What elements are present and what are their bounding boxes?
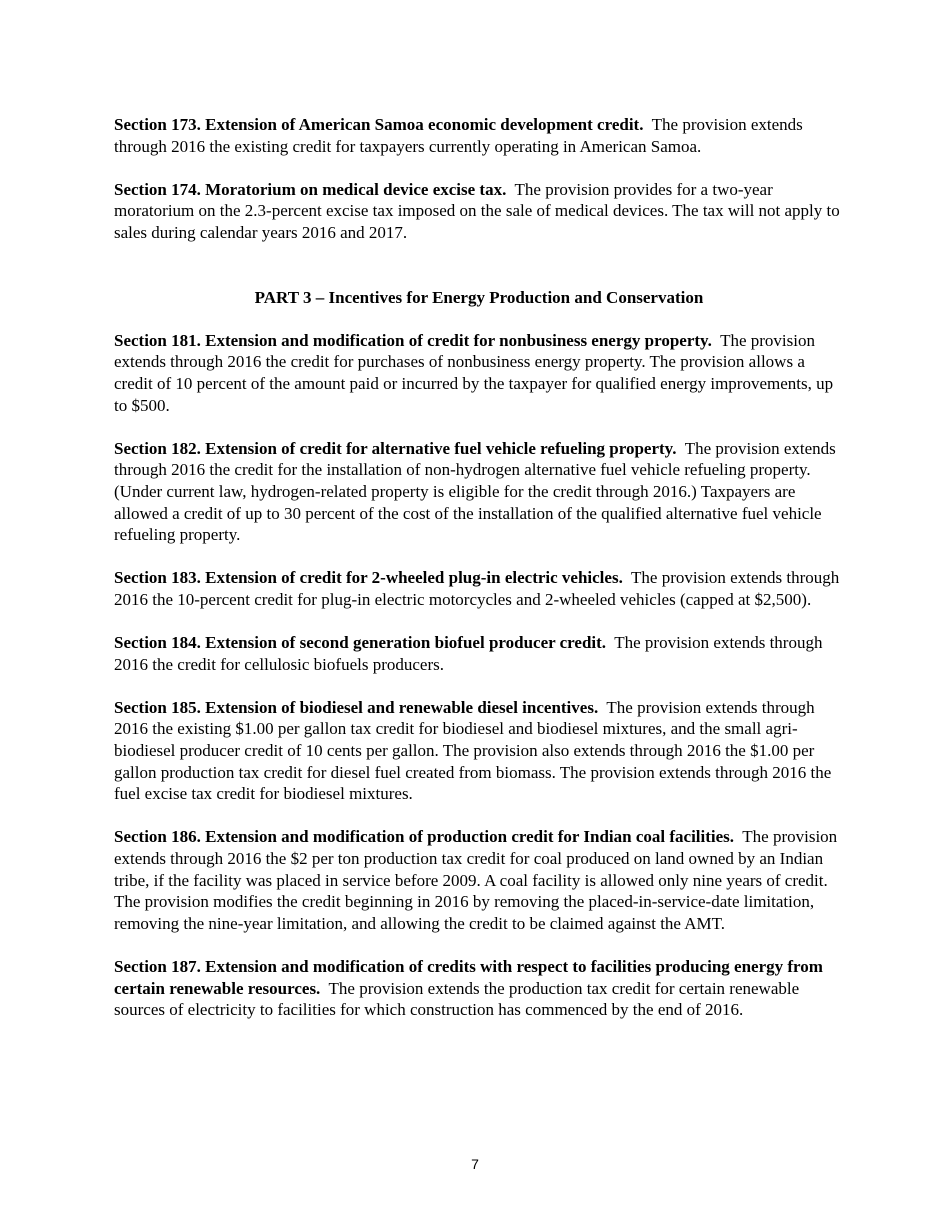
part-heading: PART 3 – Incentives for Energy Production and Conservation xyxy=(254,287,704,307)
section-text: The provision extends through 2016 the credit for cellulosic biofuels producers. xyxy=(114,633,823,674)
section-184 xyxy=(114,632,844,675)
section-heading: Section 186. Extension and modification of production credit for Indian coal facilities. xyxy=(114,827,735,847)
section-181 xyxy=(114,330,844,416)
section-heading: Section 181. Extension and modification of credit for nonbusiness energy property. xyxy=(114,330,712,350)
section-187 xyxy=(114,956,844,1021)
section-183 xyxy=(114,567,844,610)
section-text: The provision extends through 2016 the 10-percent credit for plug-in electric motorcycles and 2-wheeled vehicles (capped at $2,500). xyxy=(114,568,840,609)
section-186 xyxy=(114,826,844,934)
section-173 xyxy=(114,114,844,157)
document-page xyxy=(114,114,844,1042)
section-heading: Section 183. Extension of credit for 2-wheeled plug-in electric vehicles. xyxy=(114,568,623,588)
page-number: 7 xyxy=(471,1156,479,1172)
section-heading: Section 187. Extension and modification of credits with respect to facilities producing energy from certain renewable resources. xyxy=(114,956,823,998)
section-text: The provision extends through 2016 the $2 per ton production tax credit for coal produced on land owned by an Indian tribe, if the facility was placed in service before 2009. A coal facility is allowed only nine years of credit. The provision modifies the credit beginning in 2016 by removing the placed-in-service-date limitation, removing the nine-year limitation, and allowing the credit to be claimed against the AMT. xyxy=(114,827,838,933)
section-174 xyxy=(114,179,844,244)
section-text: The provision extends through 2016 the existing credit for taxpayers currently operating in American Samoa. xyxy=(114,115,803,156)
section-heading: Section 173. Extension of American Samoa economic development credit. xyxy=(114,115,644,134)
section-182 xyxy=(114,438,844,546)
section-heading: Section 185. Extension of biodiesel and renewable diesel incentives. xyxy=(114,697,599,717)
section-heading: Section 174. Moratorium on medical device excise tax. xyxy=(114,179,507,199)
section-heading: Section 184. Extension of second generation biofuel producer credit. xyxy=(114,633,607,653)
section-heading: Section 182. Extension of credit for alternative fuel vehicle refueling property. xyxy=(114,438,677,458)
section-text: The provision extends through 2016 the existing $1.00 per gallon tax credit for biodiesel and biodiesel mixtures, and the small agri-biodiesel producer credit of 10 cents per gallon. The provision also extends through 2016 the $1.00 per gallon production tax credit for diesel fuel created from biomass. The provision extends through 2016 the fuel excise tax credit for biodiesel mixtures. xyxy=(114,697,832,804)
section-text: The provision extends the production tax credit for certain renewable sources of electricity to facilities for which construction has commenced by the end of 2016. xyxy=(114,978,800,1020)
section-text: The provision provides for a two-year moratorium on the 2.3-percent excise tax imposed on the sale of medical devices. The tax will not apply to sales during calendar years 2016 and 2017. xyxy=(114,179,840,242)
section-text: The provision extends through 2016 the credit for purchases of nonbusiness energy property. The provision allows a credit of 10 percent of the amount paid or incurred by the taxpayer for qualified energy improvements, up to $500. xyxy=(114,330,834,415)
section-text: The provision extends through 2016 the credit for the installation of non-hydrogen alternative fuel vehicle refueling property. (Under current law, hydrogen-related property is eligible for the credit through 2016.) Taxpayers are allowed a credit of up to 30 percent of the cost of the installation of the qualified alternative fuel vehicle refueling property. xyxy=(114,438,836,545)
section-185 xyxy=(114,697,844,805)
